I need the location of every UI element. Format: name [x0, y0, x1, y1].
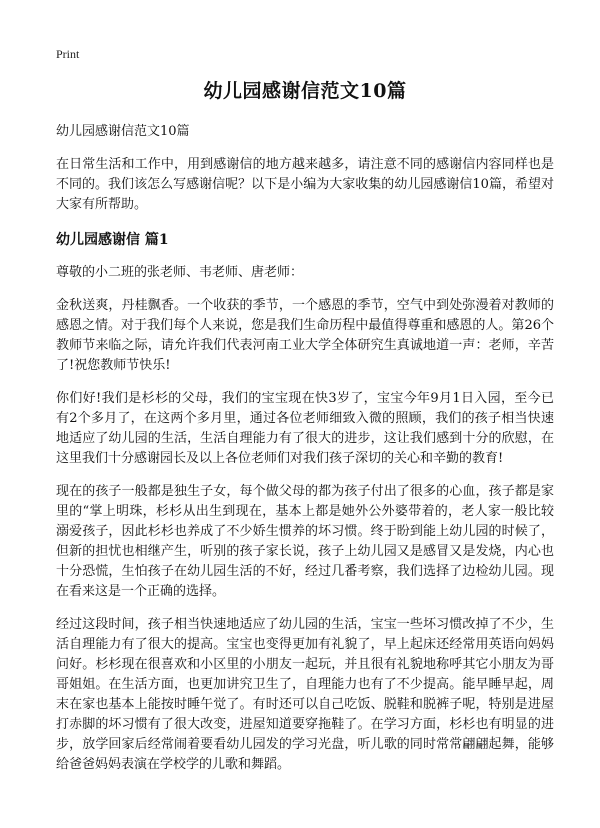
document-subtitle: 幼儿园感谢信范文10篇 — [56, 124, 190, 139]
section-heading: 幼儿园感谢信 篇1 — [56, 232, 169, 248]
intro-paragraph: 在日常生活和工作中，用到感谢信的地方越来越多，请注意不同的感谢信内容同样也是不同的。我们该怎么写感谢信呢？以下是小编为大家收集的幼儿园感谢信10篇，希望对大家有所帮助。 — [56, 157, 554, 212]
body-paragraph-1: 金秋送爽，丹桂飘香。一个收获的季节，一个感恩的季节，空气中到处弥漫着对教师的感恩之情。对于我们每个人来说，您是我们生命历程中最值得尊重和感恩的人。第26个教师节来临之际，请允许我们代表河南工业大学全体研究生真诚地道一声：老师，辛苦了!祝您教师节快乐! — [56, 298, 554, 373]
body-paragraph-4: 经过这段时间，孩子相当快速地适应了幼儿园的生活，宝宝一些坏习惯改掉了不少，生活自理能力有了很大的提高。宝宝也变得更加有礼貌了，早上起床还经常用英语向妈妈问好。杉杉现在很喜欢和小区里的小朋友一起玩，并且很有礼貌地称呼其它小朋友为哥哥姐姐。在生活方面，也更加讲究卫生了，自理能力也有了不少提高。能早睡早起，周末在家也基本上能按时睡午觉了。有时还可以自己吃饭、脱鞋和脱裤子呢，特别是进屋打赤脚的坏习惯有了很大改变，进屋知道要穿拖鞋了。在学习方面，杉杉也有明显的进步，放学回家后经常闹着要看幼儿园发的学习光盘，听儿歌的同时常常翩翩起舞，能够给爸爸妈妈表演在学校学的儿歌和舞蹈。 — [56, 617, 554, 772]
body-paragraph-3: 现在的孩子一般都是独生子女，每个做父母的都为孩子付出了很多的心血，孩子都是家里的“掌上明珠，杉杉从出生到现在，基本上都是她外公外婆带着的，老人家一般比较溺爱孩子，因此杉杉也养成了不少娇生惯养的坏习惯。终于盼到能上幼儿园的时候了，但新的担忧也相继产生，听别的孩子家长说，孩子上幼儿园又是感冒又是发烧，内心也十分恐慌，生怕孩子在幼儿园生活的不好，经过几番考察，我们选择了边检幼儿园。现在看来这是一个正确的选择。 — [56, 484, 554, 599]
letter-greeting: 尊敬的小二班的张老师、韦老师、唐老师： — [56, 265, 304, 280]
body-paragraph-2: 你们好!我们是杉杉的父母，我们的宝宝现在快3岁了，宝宝今年9月1日入园，至今已有2个多月了，在这两个多月里，通过各位老师细致入微的照顾，我们的孩子相当快速地适应了幼儿园的生活，生活自理能力有了很大的进步，这让我们感到十分的欣慰，在这里我们十分感谢园长及以上各位老师们对我们孩子深切的关心和辛勤的教育! — [56, 391, 554, 466]
print-link[interactable]: Print — [56, 47, 80, 61]
page-title: 幼儿园感谢信范文10篇 — [203, 80, 407, 102]
